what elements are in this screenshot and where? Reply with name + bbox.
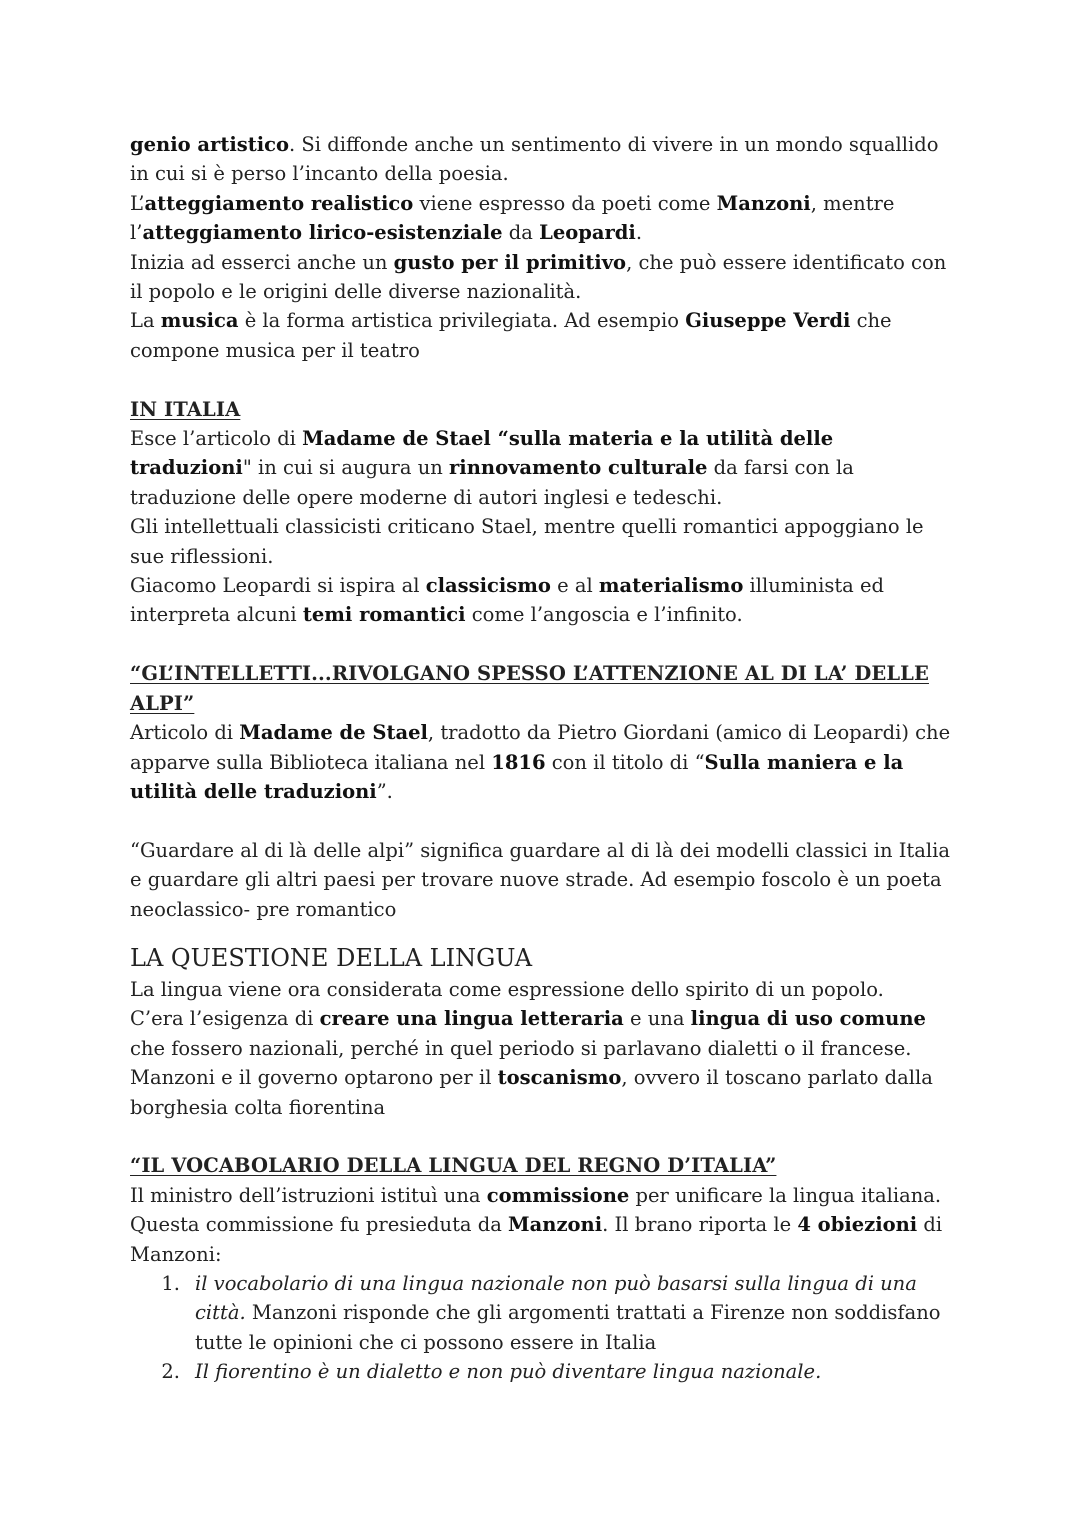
text: che compone musica per il teatro [130,309,892,362]
text: come l’angoscia e l’infinito. [465,603,743,627]
bold-text: toscanismo [497,1066,622,1090]
list-number: 2. [161,1360,180,1384]
paragraph: Gli intellettuali classicisti criticano Stael, mentre quelli romantici appoggiano le sue riflessioni. [130,515,924,568]
bold-text: 1816 [491,750,546,774]
bold-text: commissione [486,1183,630,1207]
text: che fossero nazionali, perché in quel periodo si parlavano dialetti o il francese. [130,1036,912,1060]
text: e al [550,574,599,598]
vocabolario-section [130,1151,960,1386]
text: Manzoni e il governo optarono per il [130,1066,498,1090]
paragraph [130,130,960,189]
italic-text: Il fiorentino è un dialetto e non può diventare lingua nazionale. [195,1360,822,1384]
text: è la forma artistica privilegiata. Ad esempio [238,309,686,333]
spacer [130,806,960,835]
italia-section [130,395,960,630]
list-item [130,1269,960,1357]
bold-text: temi romantici [302,603,466,627]
bold-text: lingua di uso comune [690,1007,926,1031]
paragraph [130,1181,960,1269]
text: La [130,309,161,333]
text: Inizia ad esserci anche un [130,250,394,274]
bold-text: Leopardi [539,221,636,245]
text: di Manzoni: [130,1213,943,1266]
lingua-section [130,942,960,1122]
list-item [130,1357,960,1386]
section-heading: “IL VOCABOLARIO DELLA LINGUA DEL REGNO D’ITALIA” [130,1154,777,1178]
text: . Si diffonde anche un sentimento di vivere in un mondo squallido in cui si è perso l’incanto della poesia. [130,133,939,186]
bold-text: gusto per il primitivo [393,250,627,274]
text: per unificare la lingua italiana. Questa commissione fu presieduta da [130,1183,942,1237]
text: . Il brano riporta le [602,1213,798,1237]
text: Articolo di [130,721,240,745]
paragraph: La lingua viene ora considerata come espressione dello spirito di un popolo. [130,977,884,1001]
paragraph [130,571,960,630]
bold-text: Madame de Stael [239,721,428,745]
text: , mentre l’ [130,191,895,245]
text: , tradotto da Pietro Giordani (amico di Leopardi) che apparve sulla Biblioteca italiana nel [130,721,951,774]
text: , che può essere identificato con il popolo e le origini delle diverse nazionalità. [130,250,947,304]
spacer [130,924,960,942]
bold-text: musica [160,309,239,333]
intelletti-section [130,659,960,924]
section-heading: IN ITALIA [130,397,241,421]
paragraph [130,189,960,248]
list-number: 1. [161,1271,180,1295]
section-heading: LA QUESTIONE DELLA LINGUA [130,943,533,972]
bold-text: atteggiamento lirico-esistenziale [142,221,503,245]
bold-text: Madame de Stael “sulla materia e la utilità delle traduzioni [130,427,834,480]
bold-text: Manzoni [508,1213,603,1237]
bold-text: materialismo [598,574,744,598]
spacer [130,1122,960,1151]
text: Giacomo Leopardi si ispira al [130,574,426,598]
text: viene espresso da poeti come [413,191,717,215]
paragraph: “Guardare al di là delle alpi” significa guardare al di là dei modelli classici in Italia e guardare gli altri paesi per trovare nuove strade. Ad esempio foscolo è un poeta neoclassico- pre romantico [130,838,950,921]
paragraph [130,1063,960,1122]
text: Manzoni risponde che gli argomenti trattati a Firenze non soddisfano tutte le opinioni che ci possono essere in Italia [195,1301,941,1354]
bold-text: rinnovamento culturale [449,456,708,480]
text: " in cui si augura un [242,456,450,480]
text: con il titolo di “ [545,750,705,774]
text: Esce l’articolo di [130,427,303,451]
paragraph [130,306,960,365]
list-text [195,1357,960,1386]
text: ”. [376,779,393,803]
italic-text: il vocabolario di una lingua nazionale non può basarsi sulla lingua di una città. [195,1271,917,1325]
text: illuminista ed interpreta alcuni [130,574,885,627]
paragraph [130,718,960,806]
bold-text: Giuseppe Verdi [685,309,851,333]
paragraph [130,424,960,512]
bold-text: classicismo [425,574,551,598]
text: e una [623,1007,691,1031]
text: da farsi con la traduzione delle opere moderne di autori inglesi e tedeschi. [130,456,854,509]
bold-text: 4 obiezioni [797,1213,918,1237]
list-text [195,1269,960,1357]
paragraph [130,248,960,307]
bold-text: creare una lingua letteraria [319,1007,624,1031]
section-heading: “GL’INTELLETTI...RIVOLGANO SPESSO L’ATTENZIONE AL DI LA’ DELLE ALPI” [130,662,929,715]
text: . [635,221,643,245]
text: Il ministro dell’istruzioni istituì una [130,1183,487,1207]
spacer [130,365,960,394]
text: , ovvero il toscano parlato dalla borghesia colta fiorentina [130,1066,933,1119]
bold-text: Sulla maniera e la utilità delle traduzioni [130,750,904,803]
text: da [502,221,540,245]
paragraph [130,1004,960,1063]
text: C’era l’esigenza di [130,1007,320,1031]
objections-list [130,1269,960,1387]
text: L’ [130,191,145,215]
bold-text: atteggiamento realistico [144,191,414,215]
spacer [130,630,960,659]
bold-text: Manzoni [716,191,811,215]
intro-section [130,130,960,365]
bold-text: genio artistico [130,133,290,156]
